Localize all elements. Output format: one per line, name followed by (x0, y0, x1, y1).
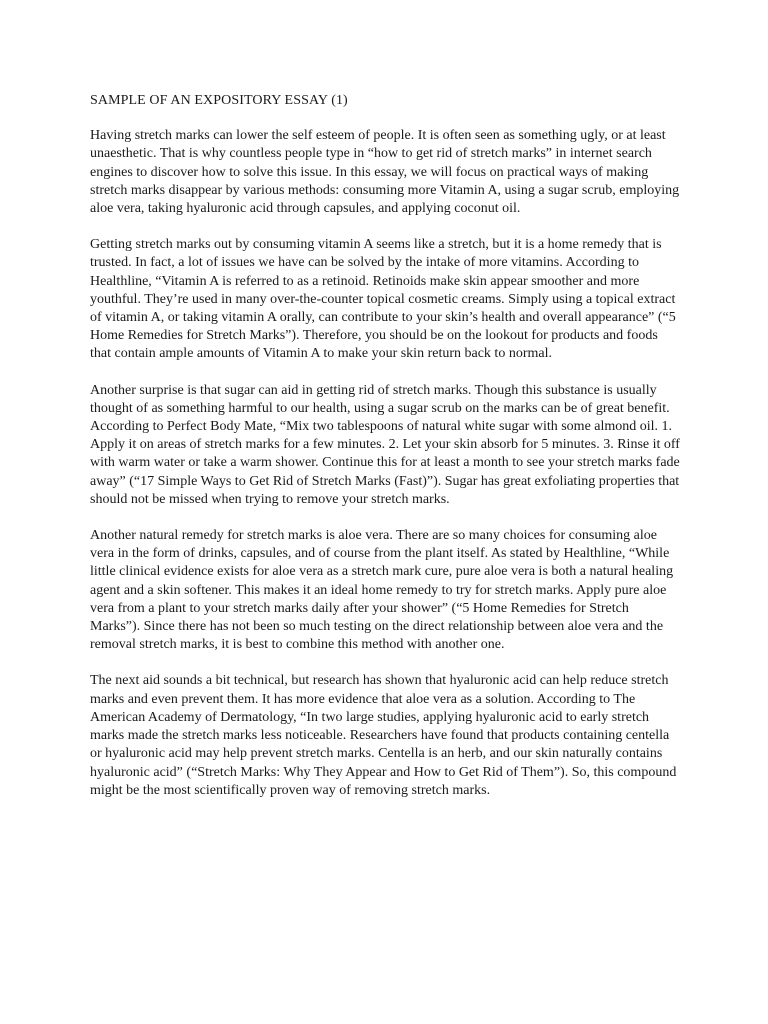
essay-title: SAMPLE OF AN EXPOSITORY ESSAY (1) (90, 93, 348, 108)
paragraph-4: Another natural remedy for stretch marks is aloe vera. There are so many choices for consuming aloe vera in the form of drinks, capsules, and of course from the plant itself. As stated by Healthline, “While little clinical evidence exists for aloe vera as a stretch mark cure, pure aloe vera is both a natural healing agent and a skin softener. This makes it an ideal home remedy to try for stretch marks. Apply pure aloe vera from a plant to your stretch marks daily after your shower” (“5 Home Remedies for Stretch Marks”). Since there has not been so much testing on the direct relationship between aloe vera and the removal stretch marks, it is best to combine this method with another one. (90, 528, 674, 653)
paragraph-5: The next aid sounds a bit technical, but research has shown that hyaluronic acid can help reduce stretch marks and even prevent them. It has more evidence that aloe vera as a solution. According to The American Academy of Dermatology, “In two large studies, applying hyaluronic acid to early stretch marks made the stretch marks less noticeable. Researchers have found that products containing centella or hyaluronic acid may help prevent stretch marks. Centella is an herb, and our skin naturally contains hyaluronic acid” (“Stretch Marks: Why They Appear and How to Get Rid of Them”). So, this compound might be the most scientifically proven way of removing stretch marks. (90, 673, 677, 798)
document-page (90, 92, 680, 818)
paragraph-1: Having stretch marks can lower the self esteem of people. It is often seen as something ugly, or at least unaesthetic. That is why countless people type in “how to get rid of stretch marks” in internet search engines to discover how to solve this issue. In this essay, we will focus on practical ways of making stretch marks disappear by various methods: consuming more Vitamin A, using a sugar scrub, employing aloe vera, taking hyaluronic acid through capsules, and applying coconut oil. (90, 128, 680, 217)
paragraph-3: Another surprise is that sugar can aid in getting rid of stretch marks. Though this substance is usually thought of as something harmful to our health, using a sugar scrub on the marks can be of great benefit. According to Perfect Body Mate, “Mix two tablespoons of natural white sugar with some almond oil. 1. Apply it on areas of stretch marks for a few minutes. 2. Let your skin absorb for 5 minutes. 3. Rinse it off with warm water or take a warm shower. Continue this for at least a month to see your stretch marks fade away” (“17 Simple Ways to Get Rid of Stretch Marks (Fast)”). Sugar has great exfoliating properties that should not be missed when trying to remove your stretch marks. (90, 382, 680, 507)
paragraph-2: Getting stretch marks out by consuming vitamin A seems like a stretch, but it is a home remedy that is trusted. In fact, a lot of issues we have can be solved by the intake of more vitamins. According to Healthline, “Vitamin A is referred to as a retinoid. Retinoids make skin appear smoother and more youthful. They’re used in many over-the-counter topical cosmetic creams. Simply using a topical extract of vitamin A, or taking vitamin A orally, can contribute to your skin’s health and overall appearance” (“5 Home Remedies for Stretch Marks”). Therefore, you should be on the lookout for products and foods that contain ample amounts of Vitamin A to make your skin return back to normal. (90, 237, 676, 362)
